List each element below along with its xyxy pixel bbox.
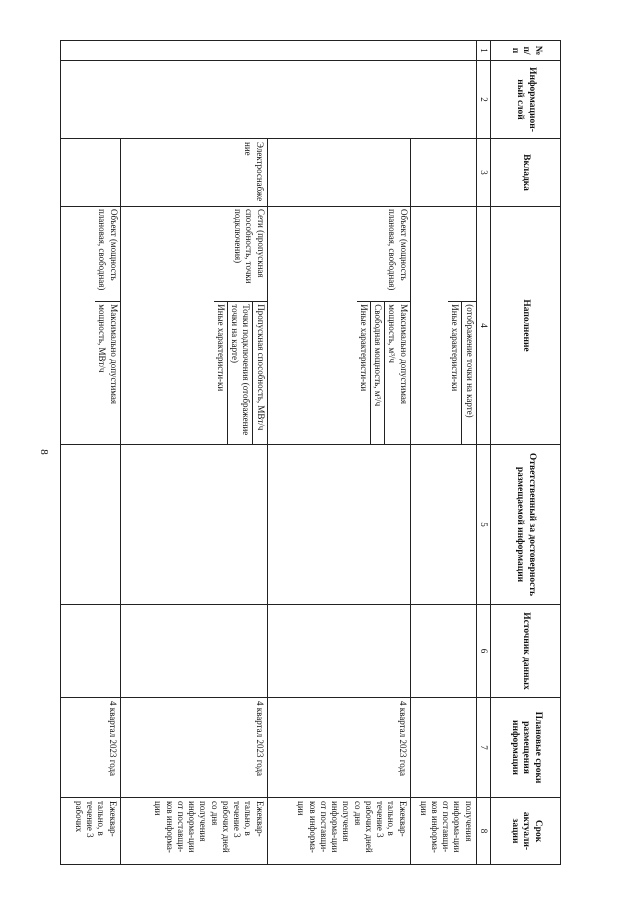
content-item: Иные характеристи-ки — [357, 302, 371, 444]
header-info-layer: Информацион-ный слой — [491, 61, 561, 139]
content-item: Пропускная способность, МВт/ч — [253, 302, 267, 444]
update-period-cell: получения информа-ции от поставщи-ков информа-ции — [410, 798, 476, 865]
content-item: Иные характеристи-ки — [214, 302, 228, 444]
content-item: Максимально допустимая мощность, МВт/ч — [95, 302, 120, 444]
header-data-source: Источник данных — [491, 605, 561, 698]
table-row — [410, 41, 476, 865]
header-number: № п/ п — [491, 41, 561, 61]
header-tab: Вкладка — [491, 139, 561, 207]
responsible-cell — [120, 445, 267, 605]
update-period-cell: Ежеквар-тально, в течение 3 рабочих — [60, 798, 120, 865]
tab-cell — [60, 139, 120, 207]
content-item: (отображение точки на карте) — [462, 302, 476, 444]
content-item: Свободная мощность, м³/ч — [371, 302, 385, 444]
col-number: 3 — [476, 139, 490, 207]
content-item: Точки подключения (отображение точки на карте) — [228, 302, 254, 444]
content-item: Максимально допустимая мощность, м³/ч — [385, 302, 410, 444]
data-source-cell — [120, 605, 267, 698]
planned-date-cell: 4 квартал 2023 года — [267, 698, 410, 798]
content-cell — [60, 207, 120, 445]
data-source-cell — [410, 605, 476, 698]
header-responsible: Ответственный за достоверность размещаемой информации — [491, 445, 561, 605]
col-number: 1 — [476, 41, 490, 61]
info-layers-table — [60, 40, 561, 865]
table-row — [60, 41, 120, 865]
responsible-cell — [410, 445, 476, 605]
info-layer-cell — [60, 61, 476, 139]
content-cell — [410, 207, 476, 445]
data-source-cell — [60, 605, 120, 698]
header-planned-dates: Плановые сроки размещения информации — [491, 698, 561, 798]
update-period-cell: Ежеквар-тально, в течение 3 рабочих дней со дня получения информа-ции от поставщи-ков информа-ции — [267, 798, 410, 865]
col-number: 6 — [476, 605, 490, 698]
col-number: 4 — [476, 207, 490, 445]
column-number-row — [476, 41, 490, 865]
header-row — [491, 41, 561, 865]
responsible-cell — [60, 445, 120, 605]
planned-date-cell: 4 квартал 2023 года — [120, 698, 267, 798]
table-row — [120, 41, 267, 865]
content-object: Объект (мощность плановая, свободная) — [357, 207, 410, 302]
table-row — [267, 41, 410, 865]
col-number: 8 — [476, 798, 490, 865]
header-update-period: Срок актуали-зации — [491, 798, 561, 865]
planned-date-cell — [410, 698, 476, 798]
header-content: Наполнение — [491, 207, 561, 445]
col-number: 7 — [476, 698, 490, 798]
tab-cell: Электроснабже ние — [120, 139, 267, 207]
update-period-cell: Ежеквар-тально, в течение 3 рабочих дней со дня получения информа-ции от поставщи-ков информа-ции — [120, 798, 267, 865]
tab-cell — [267, 139, 410, 207]
content-object: Сети (пропускная способность, точки подключения) — [214, 207, 267, 302]
responsible-cell — [267, 445, 410, 605]
content-cell — [120, 207, 267, 445]
page-number: 8 — [38, 449, 50, 455]
row-number-cell — [60, 41, 476, 61]
tab-cell — [410, 139, 476, 207]
content-item: Иные характеристи-ки — [448, 302, 462, 444]
col-number: 5 — [476, 445, 490, 605]
content-object: Объект (мощность плановая, свободная) — [95, 207, 120, 302]
col-number: 2 — [476, 61, 490, 139]
planned-date-cell: 4 квартал 2023 года — [60, 698, 120, 798]
rotated-page — [74, 40, 561, 864]
data-source-cell — [267, 605, 410, 698]
document-table-area — [74, 40, 561, 864]
content-cell — [267, 207, 410, 445]
